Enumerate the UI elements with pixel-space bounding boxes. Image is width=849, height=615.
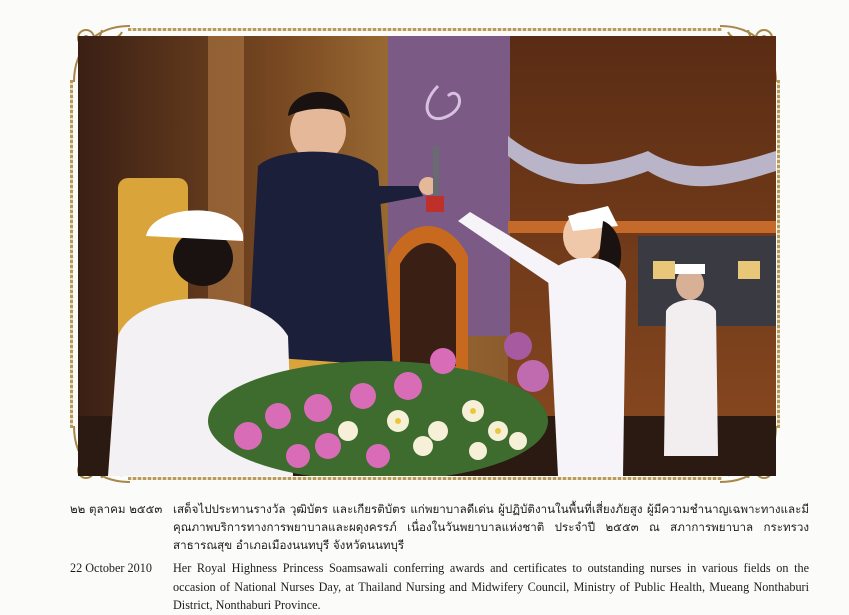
frame-border-bottom xyxy=(128,477,722,480)
frame-border-top xyxy=(128,28,722,31)
ceremony-photograph xyxy=(78,36,776,476)
nurse-receiving xyxy=(548,258,626,476)
english-caption-date: 22 October 2010 xyxy=(70,561,152,575)
frame-border-left xyxy=(70,80,73,428)
ceremony-photo-illustration xyxy=(78,36,776,476)
thai-caption-date: ๒๒ ตุลาคม ๒๕๕๓ xyxy=(70,502,163,516)
english-caption-text: Her Royal Highness Princess Soamsawali conferring awards and certificates to outstanding nurses in various fields on the occasion of National Nurses Day, at Thailand Nursing and Midwifery Council, Ministry of Public Health, Mueang Nonthaburi District, Nonthaburi Province. xyxy=(173,561,809,612)
thai-caption-text: เสด็จไปประทานรางวัล วุฒิบัตร และเกียรติบัตร แก่พยาบาลดีเด่น ผู้ปฏิบัติงานในพื้นที่เสี่ยงภัยสูง ผู้มีความชำนาญเฉพาะทางและมีคุณภาพบริการทางการพยาบาลและผดุงครรภ์ เนื่องในวันพยาบาลแห่งชาติ ประจำปี ๒๕๕๓ ณ สภาการพยาบาล กระทรวงสาธารณสุข อำเภอเมืองนนทบุรี จังหวัดนนทบุรี xyxy=(173,502,809,552)
frame-border-right xyxy=(777,80,780,428)
